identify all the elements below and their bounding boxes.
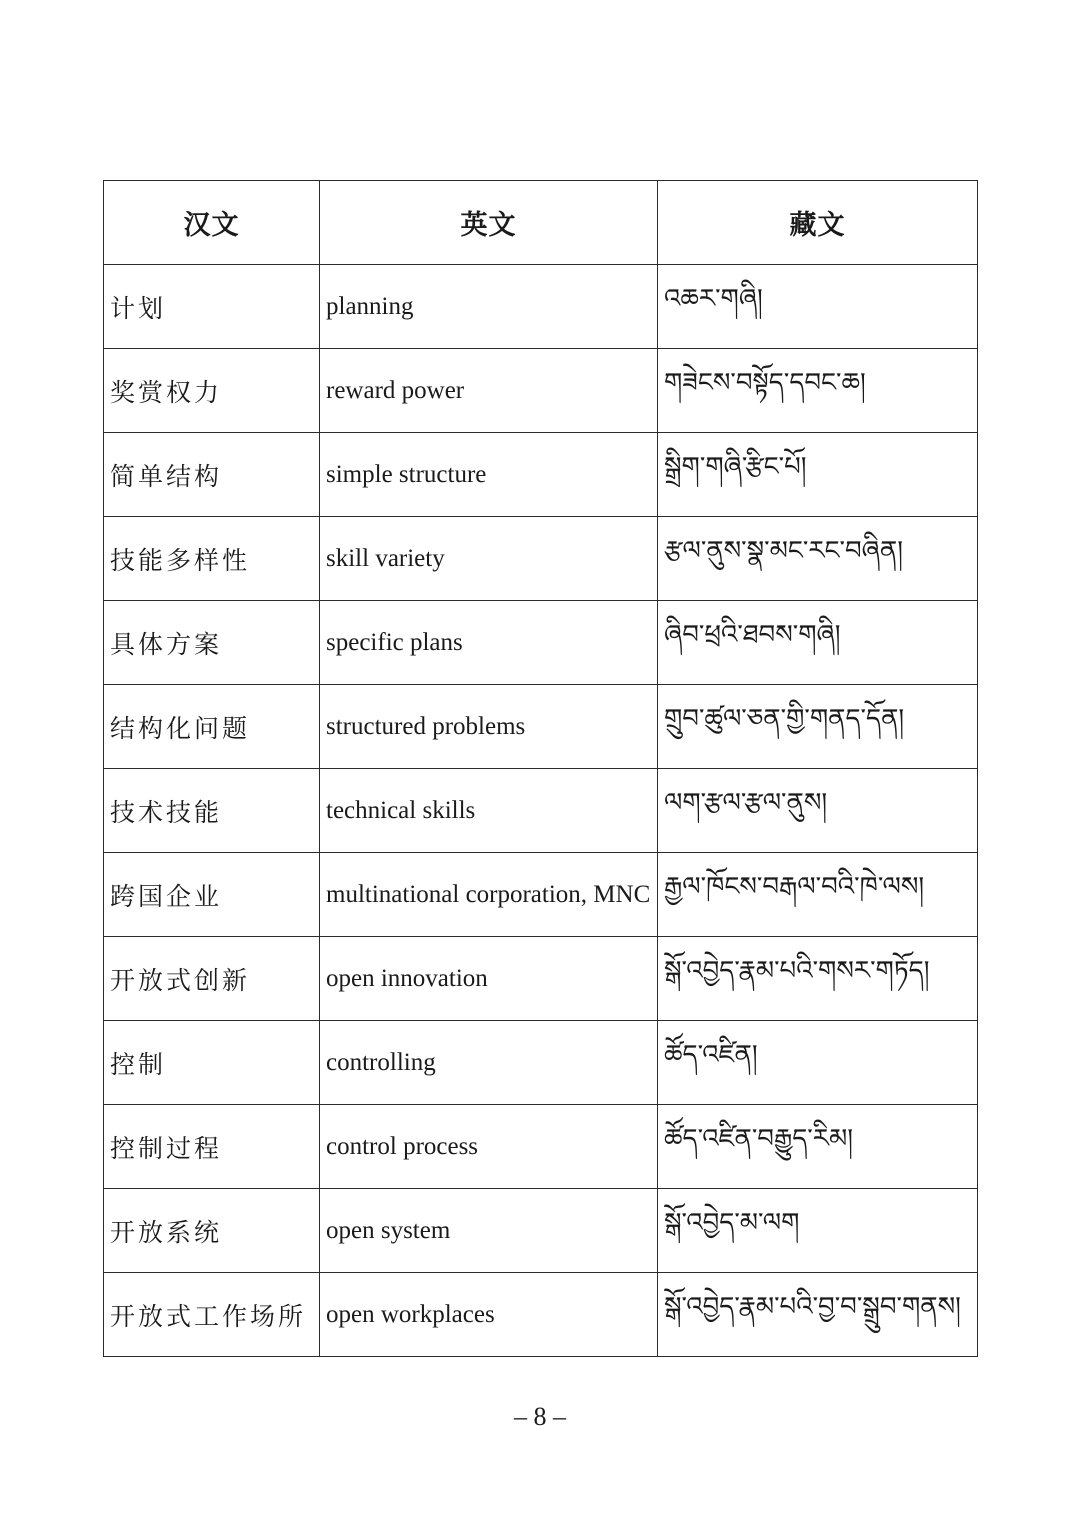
tibetan-term: རྩལ་ནུས་སྣ་མང་རང་བཞིན། (658, 517, 978, 601)
english-term: open workplaces (320, 1273, 658, 1357)
english-term: multinational corporation, MNC (320, 853, 658, 937)
english-term: structured problems (320, 685, 658, 769)
english-term: open system (320, 1189, 658, 1273)
table-row (104, 1189, 978, 1273)
tibetan-term: ཚོད་འཛིན་བརྒྱུད་རིམ། (658, 1105, 978, 1189)
header-english: 英文 (320, 181, 658, 265)
english-term: skill variety (320, 517, 658, 601)
table-row (104, 517, 978, 601)
tibetan-term: ལག་རྩལ་རྩལ་ནུས། (658, 769, 978, 853)
english-term: reward power (320, 349, 658, 433)
table-row (104, 1273, 978, 1357)
tibetan-term: ཞིབ་ཕྲའི་ཐབས་གཞི། (658, 601, 978, 685)
english-term: specific plans (320, 601, 658, 685)
tibetan-term: འཆར་གཞི། (658, 265, 978, 349)
header-chinese: 汉文 (104, 181, 320, 265)
table-row (104, 433, 978, 517)
header-tibetan: 藏文 (658, 181, 978, 265)
table-row (104, 1105, 978, 1189)
chinese-term: 控制过程 (104, 1105, 320, 1189)
glossary-table (103, 180, 978, 1357)
table-row (104, 601, 978, 685)
english-term: open innovation (320, 937, 658, 1021)
tibetan-term: སྒོ་འབྱེད་རྣམ་པའི་བྱ་བ་སྒྲུབ་གནས། (658, 1273, 978, 1357)
chinese-term: 简单结构 (104, 433, 320, 517)
table-header-row (104, 181, 978, 265)
tibetan-term: གྲུབ་ཚུལ་ཅན་གྱི་གནད་དོན། (658, 685, 978, 769)
chinese-term: 具体方案 (104, 601, 320, 685)
tibetan-term: ཚོད་འཛིན། (658, 1021, 978, 1105)
chinese-term: 计划 (104, 265, 320, 349)
table-row (104, 1021, 978, 1105)
table-row (104, 853, 978, 937)
tibetan-term: གཟེངས་བསྟོད་དབང་ཆ། (658, 349, 978, 433)
chinese-term: 跨国企业 (104, 853, 320, 937)
table-row (104, 349, 978, 433)
english-term: planning (320, 265, 658, 349)
tibetan-term: སྒྲིག་གཞི་རྩིང་པོ། (658, 433, 978, 517)
english-term: technical skills (320, 769, 658, 853)
chinese-term: 奖赏权力 (104, 349, 320, 433)
chinese-term: 控制 (104, 1021, 320, 1105)
chinese-term: 开放式工作场所 (104, 1273, 320, 1357)
english-term: simple structure (320, 433, 658, 517)
table-row (104, 265, 978, 349)
table-row (104, 937, 978, 1021)
table-row (104, 685, 978, 769)
tibetan-term: སྒོ་འབྱེད་མ་ལག (658, 1189, 978, 1273)
page-number: – 8 – (514, 1402, 566, 1431)
english-term: controlling (320, 1021, 658, 1105)
english-term: control process (320, 1105, 658, 1189)
tibetan-term: སྒོ་འབྱེད་རྣམ་པའི་གསར་གཏོད། (658, 937, 978, 1021)
chinese-term: 开放式创新 (104, 937, 320, 1021)
chinese-term: 技术技能 (104, 769, 320, 853)
chinese-term: 技能多样性 (104, 517, 320, 601)
tibetan-term: རྒྱལ་ཁོངས་བརྒལ་བའི་ཁེ་ལས། (658, 853, 978, 937)
chinese-term: 开放系统 (104, 1189, 320, 1273)
chinese-term: 结构化问题 (104, 685, 320, 769)
table-row (104, 769, 978, 853)
